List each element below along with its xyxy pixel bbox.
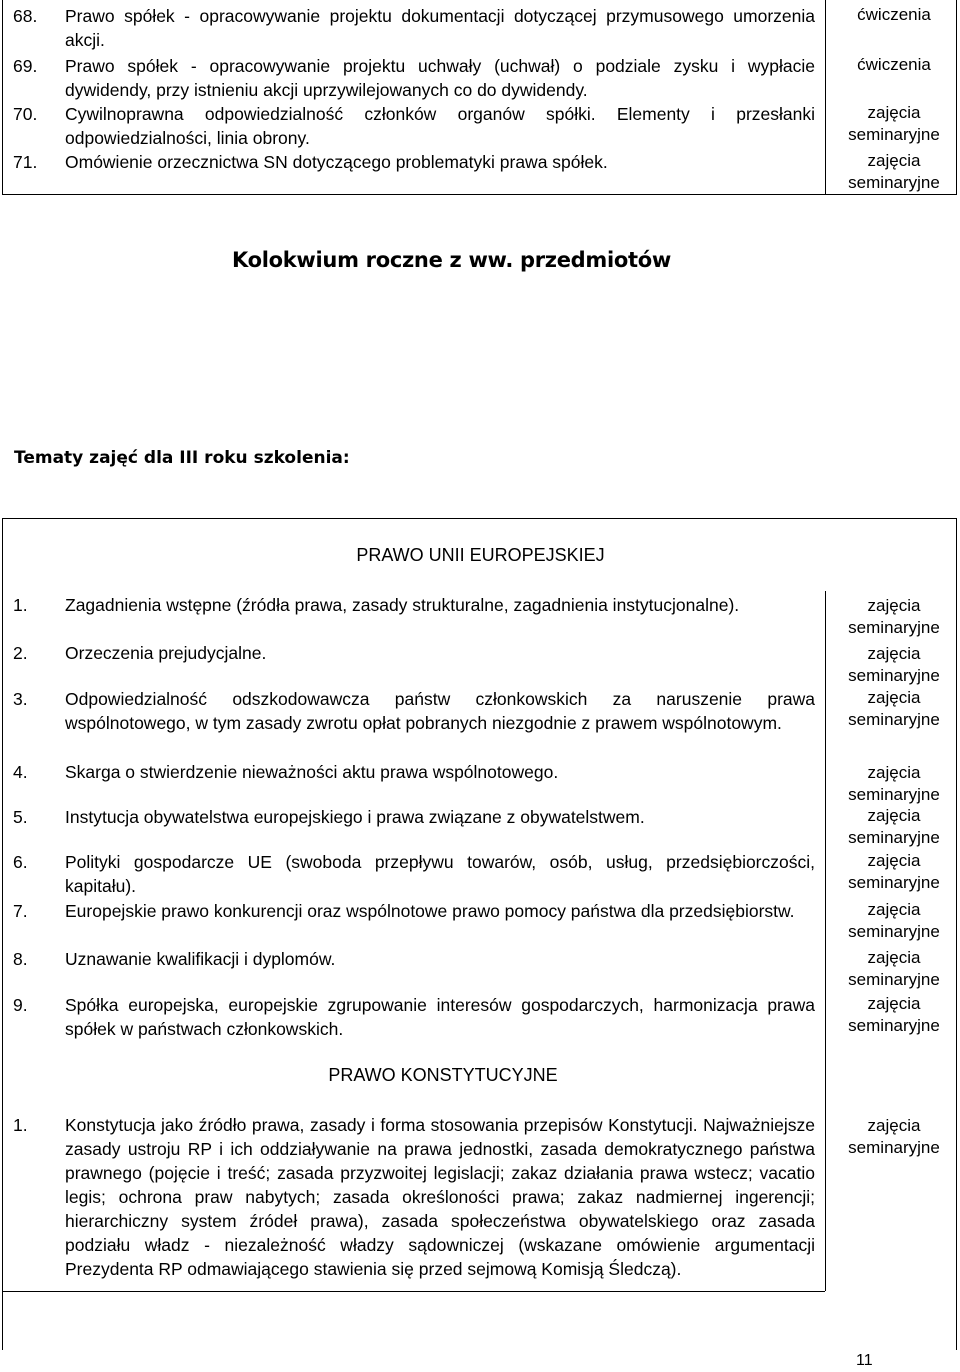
row-number: 1. <box>13 595 28 615</box>
row-type: zajęcia seminaryjne <box>848 596 940 637</box>
row-text: Prawo spółek - opracowywanie projektu dokumentacji dotyczącej przymusowego umorzenia akcji. <box>65 6 815 50</box>
section-title-konst: PRAWO KONSTYTUCYJNE <box>328 1065 558 1085</box>
column-divider <box>825 0 826 194</box>
row-type: zajęcia seminaryjne <box>848 851 940 892</box>
row-text: Uznawanie kwalifikacji i dyplomów. <box>65 949 336 969</box>
row-number: 70. <box>13 104 38 124</box>
top-table <box>2 0 957 195</box>
row-number: 68. <box>13 6 38 26</box>
row-text: Skarga o stwierdzenie nieważności aktu prawa wspólnotowego. <box>65 762 559 782</box>
row-text: Zagadnienia wstępne (źródła prawa, zasady strukturalne, zagadnienia instytucjonalne). <box>65 595 740 615</box>
row-type: zajęcia seminaryjne <box>848 151 940 192</box>
row-type: zajęcia seminaryjne <box>848 994 940 1035</box>
section-divider <box>3 1291 825 1292</box>
row-type: zajęcia seminaryjne <box>848 806 940 847</box>
row-type: ćwiczenia <box>857 5 931 24</box>
section-title-eu: PRAWO UNII EUROPEJSKIEJ <box>356 545 605 565</box>
row-number: 3. <box>13 689 28 709</box>
row-type: zajęcia seminaryjne <box>848 688 940 729</box>
tematy-heading: Tematy zajęć dla III roku szkolenia: <box>14 448 350 468</box>
row-text: Cywilnoprawna odpowiedzialność członków organów spółki. Elementy i przesłanki odpowiedzialności, linia obrony. <box>65 104 815 148</box>
row-type: zajęcia seminaryjne <box>848 948 940 989</box>
row-text: Europejskie prawo konkurencji oraz wspólnotowe prawo pomocy państwa dla przedsiębiorstw. <box>65 901 795 921</box>
row-number: 69. <box>13 56 38 76</box>
kolokwium-heading: Kolokwium roczne z ww. przedmiotów <box>232 248 671 272</box>
row-text: Orzeczenia prejudycjalne. <box>65 643 267 663</box>
page-number: 11 <box>856 1352 873 1369</box>
row-text: Spółka europejska, europejskie zgrupowanie interesów gospodarczych, harmonizacja prawa spółek w państwach członkowskich. <box>65 995 815 1039</box>
row-number: 9. <box>13 995 28 1015</box>
row-type: ćwiczenia <box>857 55 931 74</box>
row-number: 7. <box>13 901 28 921</box>
row-text: Polityki gospodarcze UE (swoboda przepływu towarów, osób, usług, przedsiębiorczości, kapitału). <box>65 852 815 896</box>
row-text: Instytucja obywatelstwa europejskiego i prawa związane z obywatelstwem. <box>65 807 645 827</box>
row-type: zajęcia seminaryjne <box>848 644 940 685</box>
row-text: Omówienie orzecznictwa SN dotyczącego problematyki prawa spółek. <box>65 152 608 172</box>
row-text: Prawo spółek - opracowywanie projektu uchwały (uchwał) o podziale zysku i wypłacie dywidendy, przy istnieniu akcji uprzywilejowanych co do dywidendy. <box>65 56 815 100</box>
column-divider <box>825 591 826 1291</box>
row-number: 5. <box>13 807 28 827</box>
row-type: zajęcia seminaryjne <box>848 763 940 804</box>
row-text: Odpowiedzialność odszkodowawcza państw członkowskich za naruszenie prawa wspólnotowego, w tym zasady zwrotu opłat pobranych niezgodnie z prawem wspólnotowym. <box>65 689 815 733</box>
row-number: 2. <box>13 643 28 663</box>
topics-table <box>2 518 957 1350</box>
row-number: 1. <box>13 1115 28 1135</box>
row-type: zajęcia seminaryjne <box>848 103 940 144</box>
row-number: 4. <box>13 762 28 782</box>
row-type: zajęcia seminaryjne <box>848 900 940 941</box>
row-number: 6. <box>13 852 28 872</box>
row-text: Konstytucja jako źródło prawa, zasady i forma stosowania przepisów Konstytucji. Najważniejsze zasady ustroju RP i ich oddziaływanie na prawa jednostki, zasada demokratycznego państwa prawnego (pojęcie i treść; zasada przyzwoitej legislacji; zakaz działania prawa wstecz; vacatio legis; ochrona praw nabytych; zasada określoności prawa; zakaz nadmiernej ingerencji; hierarchiczny system źródeł prawa), zasada społeczeństwa obywatelskiego oraz zasada podziału władz - niezależność władzy sądowniczej (wskazane omówienie argumentacji Prezydenta RP odmawiającego stawienia się przed sejmową Komisją Śledczą). <box>65 1115 815 1279</box>
row-number: 8. <box>13 949 28 969</box>
row-type: zajęcia seminaryjne <box>848 1116 940 1157</box>
row-number: 71. <box>13 152 38 172</box>
